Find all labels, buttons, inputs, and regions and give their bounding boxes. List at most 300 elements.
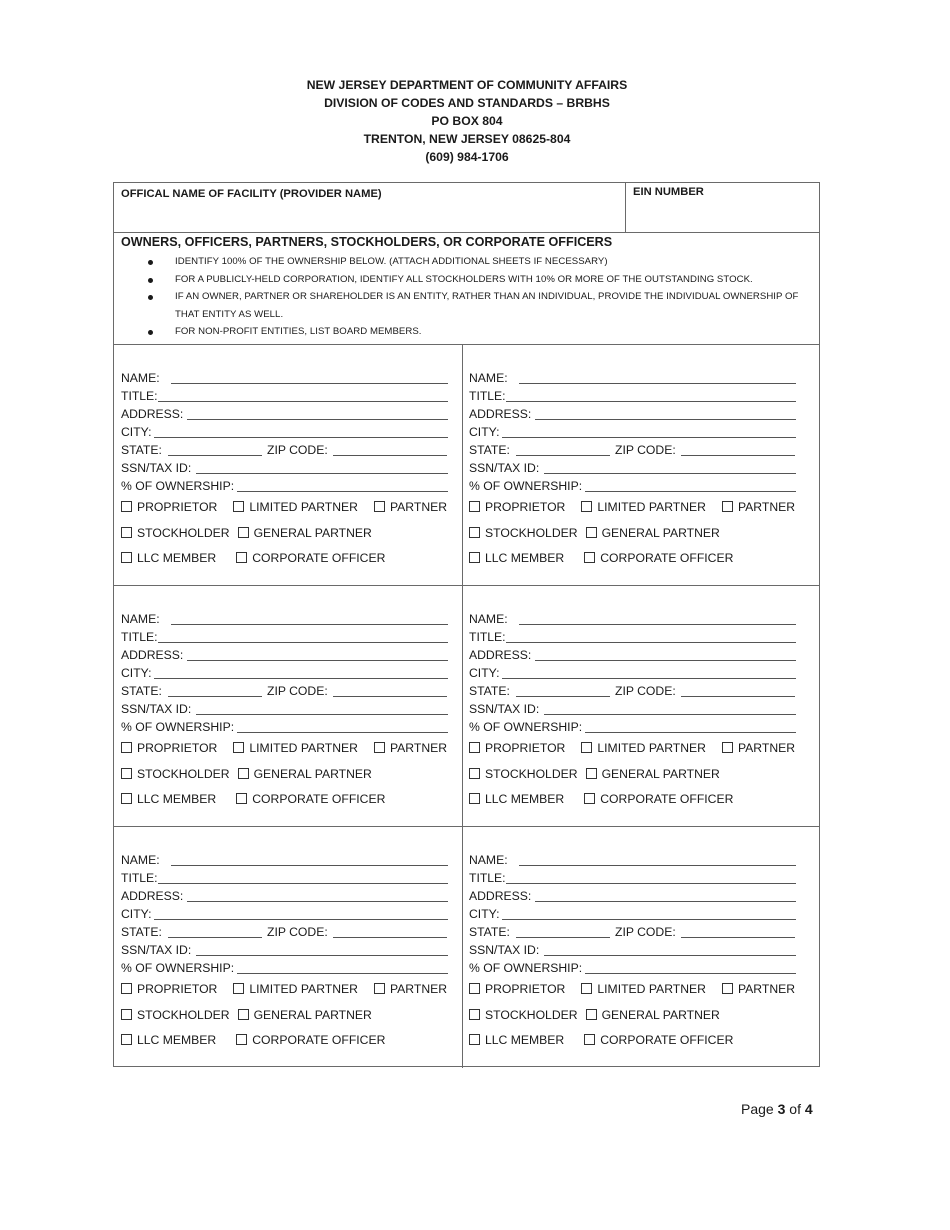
role-row — [469, 1028, 805, 1054]
ownership-field-label: % OF OWNERSHIP: — [121, 961, 235, 975]
stockholder-option[interactable] — [469, 521, 578, 547]
general-partner-checkbox[interactable] — [238, 1009, 249, 1020]
address-field-label: ADDRESS: — [469, 407, 532, 421]
stockholder-checkbox[interactable] — [121, 527, 132, 538]
limited-partner-checkbox[interactable] — [233, 742, 244, 753]
ssn-field — [121, 941, 457, 959]
corporate-officer-option[interactable] — [236, 1028, 385, 1054]
instruction-item: IF AN OWNER, PARTNER OR SHAREHOLDER IS AN ENTITY, RATHER THAN AN INDIVIDUAL, PROVIDE THE INDIVIDUAL OWNERSHIP OF THAT ENTITY AS WELL. — [121, 288, 816, 323]
corporate-officer-option[interactable] — [584, 546, 733, 572]
column-divider — [462, 344, 463, 1068]
state-zip-field — [121, 441, 457, 459]
llc-member-checkbox[interactable] — [121, 1034, 132, 1045]
proprietor-label: PROPRIETOR — [485, 500, 566, 514]
state-input[interactable] — [168, 937, 262, 938]
proprietor-checkbox[interactable] — [469, 742, 480, 753]
facility-name-label: OFFICAL NAME OF FACILITY (PROVIDER NAME) — [121, 188, 382, 200]
zip-input[interactable] — [333, 937, 447, 938]
role-row — [121, 1003, 457, 1029]
role-row — [121, 495, 457, 521]
city-field — [121, 905, 457, 923]
ownership-field-input[interactable] — [585, 491, 796, 492]
ownership-field-label: % OF OWNERSHIP: — [469, 961, 583, 975]
name-field-label: NAME: — [469, 371, 508, 385]
title-field — [469, 628, 805, 646]
title-field — [121, 628, 457, 646]
ssn-field-label: SSN/TAX ID: — [469, 702, 540, 716]
role-row — [469, 546, 805, 572]
title-field — [469, 387, 805, 405]
address-field-input[interactable] — [535, 660, 796, 661]
facility-row-border — [114, 232, 819, 233]
state-zip-field — [469, 441, 805, 459]
stockholder-checkbox[interactable] — [121, 1009, 132, 1020]
limited-partner-checkbox[interactable] — [581, 501, 592, 512]
partner-label: PARTNER — [389, 741, 448, 755]
owner-entry — [469, 610, 805, 813]
zip-label: ZIP CODE: — [615, 925, 676, 939]
ownership-field-label: % OF OWNERSHIP: — [121, 720, 235, 734]
state-label: STATE: — [121, 925, 162, 939]
limited-partner-label: LIMITED PARTNER — [249, 982, 358, 996]
llc-member-label: LLC MEMBER — [137, 551, 217, 565]
stockholder-option[interactable] — [121, 762, 230, 788]
city-field — [121, 423, 457, 441]
partner-option[interactable] — [722, 977, 795, 1003]
proprietor-label: PROPRIETOR — [485, 741, 566, 755]
ssn-field-input[interactable] — [196, 473, 448, 474]
owner-entry — [469, 369, 805, 572]
address-field-input[interactable] — [187, 419, 448, 420]
general-partner-option[interactable] — [238, 521, 372, 547]
general-partner-checkbox[interactable] — [238, 527, 249, 538]
ssn-field-input[interactable] — [544, 714, 796, 715]
role-row — [469, 521, 805, 547]
limited-partner-label: LIMITED PARTNER — [597, 741, 706, 755]
name-field-input[interactable] — [519, 624, 796, 625]
title-field-label: TITLE: — [121, 630, 158, 644]
limited-partner-option[interactable] — [233, 736, 358, 762]
row-divider — [114, 826, 819, 827]
address-field-label: ADDRESS: — [469, 889, 532, 903]
zip-label: ZIP CODE: — [267, 925, 328, 939]
ssn-field-input[interactable] — [544, 955, 796, 956]
city-field-input[interactable] — [154, 919, 448, 920]
header-city: TRENTON, NEW JERSEY 08625-804 — [363, 132, 571, 146]
proprietor-option[interactable] — [121, 977, 217, 1003]
role-row — [121, 546, 457, 572]
city-field-input[interactable] — [502, 919, 796, 920]
zip-label: ZIP CODE: — [267, 443, 328, 457]
limited-partner-option[interactable] — [233, 495, 358, 521]
page-current: 3 — [777, 1101, 786, 1117]
ssn-field — [469, 941, 805, 959]
llc-member-option[interactable] — [121, 546, 216, 572]
llc-member-label: LLC MEMBER — [485, 792, 565, 806]
zip-input[interactable] — [681, 696, 795, 697]
city-field-label: CITY: — [121, 666, 152, 680]
proprietor-checkbox[interactable] — [121, 983, 132, 994]
header-phone: (609) 984-1706 — [425, 150, 509, 164]
page-number — [741, 1101, 813, 1117]
ssn-field-label: SSN/TAX ID: — [121, 943, 192, 957]
facility-divider — [625, 183, 626, 232]
ssn-field-input[interactable] — [544, 473, 796, 474]
ssn-field-input[interactable] — [196, 955, 448, 956]
partner-label: PARTNER — [737, 982, 796, 996]
proprietor-label: PROPRIETOR — [137, 982, 218, 996]
name-field-label: NAME: — [121, 371, 160, 385]
corporate-officer-checkbox[interactable] — [584, 1034, 595, 1045]
llc-member-option[interactable] — [121, 787, 216, 813]
limited-partner-option[interactable] — [233, 977, 358, 1003]
state-input[interactable] — [168, 455, 262, 456]
instruction-item: FOR NON-PROFIT ENTITIES, LIST BOARD MEMBERS. — [121, 323, 816, 341]
llc-member-checkbox[interactable] — [469, 552, 480, 563]
general-partner-option[interactable] — [238, 762, 372, 788]
llc-member-label: LLC MEMBER — [485, 551, 565, 565]
general-partner-checkbox[interactable] — [586, 1009, 597, 1020]
state-zip-field — [469, 923, 805, 941]
title-field-input[interactable] — [158, 883, 448, 884]
address-field-input[interactable] — [535, 419, 796, 420]
name-field — [121, 851, 457, 869]
state-input[interactable] — [516, 696, 610, 697]
corporate-officer-checkbox[interactable] — [236, 552, 247, 563]
partner-label: PARTNER — [389, 500, 448, 514]
name-field — [121, 610, 457, 628]
header-po-box: PO BOX 804 — [431, 114, 503, 128]
title-field-label: TITLE: — [469, 871, 506, 885]
ssn-field-label: SSN/TAX ID: — [121, 461, 192, 475]
city-field — [469, 423, 805, 441]
corporate-officer-label: CORPORATE OFFICER — [252, 1033, 386, 1047]
state-label: STATE: — [121, 684, 162, 698]
partner-checkbox[interactable] — [722, 983, 733, 994]
proprietor-label: PROPRIETOR — [137, 500, 218, 514]
general-partner-checkbox[interactable] — [586, 527, 597, 538]
corporate-officer-option[interactable] — [584, 1028, 733, 1054]
ownership-field — [469, 959, 805, 977]
limited-partner-option[interactable] — [581, 736, 706, 762]
city-field-input[interactable] — [502, 678, 796, 679]
stockholder-option[interactable] — [469, 1003, 578, 1029]
role-row — [469, 736, 805, 762]
ssn-field-label: SSN/TAX ID: — [469, 461, 540, 475]
owner-entry — [469, 851, 805, 1054]
state-label: STATE: — [469, 925, 510, 939]
corporate-officer-checkbox[interactable] — [584, 552, 595, 563]
corporate-officer-checkbox[interactable] — [236, 793, 247, 804]
stockholder-option[interactable] — [121, 521, 230, 547]
state-input[interactable] — [516, 937, 610, 938]
page-of: of — [789, 1101, 801, 1117]
city-field — [469, 905, 805, 923]
name-field — [121, 369, 457, 387]
llc-member-label: LLC MEMBER — [137, 792, 217, 806]
partner-option[interactable] — [722, 495, 795, 521]
corporate-officer-option[interactable] — [236, 787, 385, 813]
corporate-officer-label: CORPORATE OFFICER — [252, 792, 386, 806]
stockholder-option[interactable] — [121, 1003, 230, 1029]
ssn-field-label: SSN/TAX ID: — [121, 702, 192, 716]
state-label: STATE: — [469, 443, 510, 457]
stockholder-label: STOCKHOLDER — [137, 1007, 230, 1022]
stockholder-checkbox[interactable] — [121, 768, 132, 779]
llc-member-checkbox[interactable] — [469, 1034, 480, 1045]
city-field-input[interactable] — [502, 437, 796, 438]
zip-label: ZIP CODE: — [267, 684, 328, 698]
name-field-label: NAME: — [121, 612, 160, 626]
general-partner-label: GENERAL PARTNER — [253, 766, 372, 781]
name-field — [469, 610, 805, 628]
title-field-label: TITLE: — [469, 630, 506, 644]
name-field-input[interactable] — [519, 865, 796, 866]
corporate-officer-checkbox[interactable] — [236, 1034, 247, 1045]
proprietor-checkbox[interactable] — [469, 501, 480, 512]
city-field — [469, 664, 805, 682]
llc-member-option[interactable] — [469, 1028, 564, 1054]
ssn-field — [121, 459, 457, 477]
llc-member-option[interactable] — [469, 546, 564, 572]
title-field-input[interactable] — [158, 401, 448, 402]
general-partner-label: GENERAL PARTNER — [601, 525, 720, 540]
owners-instructions — [121, 235, 816, 341]
role-row — [121, 1028, 457, 1054]
role-row — [121, 521, 457, 547]
partner-checkbox[interactable] — [374, 983, 385, 994]
stockholder-checkbox[interactable] — [469, 1009, 480, 1020]
address-field-input[interactable] — [187, 660, 448, 661]
proprietor-label: PROPRIETOR — [485, 982, 566, 996]
name-field — [469, 851, 805, 869]
state-label: STATE: — [121, 443, 162, 457]
general-partner-option[interactable] — [586, 762, 720, 788]
page-prefix: Page — [741, 1101, 774, 1117]
general-partner-option[interactable] — [586, 521, 720, 547]
llc-member-option[interactable] — [469, 787, 564, 813]
ownership-field-label: % OF OWNERSHIP: — [121, 479, 235, 493]
limited-partner-checkbox[interactable] — [581, 742, 592, 753]
ownership-field-label: % OF OWNERSHIP: — [469, 720, 583, 734]
title-field-input[interactable] — [506, 401, 796, 402]
state-input[interactable] — [168, 696, 262, 697]
role-row — [121, 736, 457, 762]
state-label: STATE: — [469, 684, 510, 698]
stockholder-option[interactable] — [469, 762, 578, 788]
ownership-field — [469, 718, 805, 736]
role-row — [121, 787, 457, 813]
ownership-field-input[interactable] — [585, 973, 796, 974]
general-partner-label: GENERAL PARTNER — [601, 1007, 720, 1022]
ownership-field-input[interactable] — [237, 732, 448, 733]
llc-member-checkbox[interactable] — [469, 793, 480, 804]
owner-entry — [121, 610, 457, 813]
title-field-label: TITLE: — [121, 389, 158, 403]
zip-input[interactable] — [681, 455, 795, 456]
name-field-input[interactable] — [171, 865, 448, 866]
city-field-label: CITY: — [121, 907, 152, 921]
llc-member-checkbox[interactable] — [121, 793, 132, 804]
corporate-officer-option[interactable] — [584, 787, 733, 813]
zip-input[interactable] — [333, 696, 447, 697]
ssn-field-input[interactable] — [196, 714, 448, 715]
owners-heading: OWNERS, OFFICERS, PARTNERS, STOCKHOLDERS, OR CORPORATE OFFICERS — [121, 235, 613, 249]
limited-partner-checkbox[interactable] — [233, 501, 244, 512]
city-field — [121, 664, 457, 682]
city-field-input[interactable] — [154, 437, 448, 438]
proprietor-option[interactable] — [469, 495, 565, 521]
ssn-field-label: SSN/TAX ID: — [469, 943, 540, 957]
address-field-label: ADDRESS: — [121, 889, 184, 903]
proprietor-checkbox[interactable] — [121, 501, 132, 512]
address-field — [121, 887, 457, 905]
ownership-form — [113, 182, 820, 1067]
ssn-field — [121, 700, 457, 718]
proprietor-option[interactable] — [121, 495, 217, 521]
role-row — [121, 762, 457, 788]
proprietor-option[interactable] — [469, 736, 565, 762]
instruction-item: IDENTIFY 100% OF THE OWNERSHIP BELOW. (ATTACH ADDITIONAL SHEETS IF NECESSARY) — [121, 253, 816, 271]
partner-option[interactable] — [374, 495, 447, 521]
partner-checkbox[interactable] — [722, 501, 733, 512]
title-field — [121, 387, 457, 405]
address-field-label: ADDRESS: — [121, 407, 184, 421]
address-field-label: ADDRESS: — [469, 648, 532, 662]
ein-number-label: EIN NUMBER — [633, 186, 704, 198]
owner-entry — [121, 369, 457, 572]
corporate-officer-label: CORPORATE OFFICER — [600, 1033, 734, 1047]
zip-label: ZIP CODE: — [615, 443, 676, 457]
llc-member-checkbox[interactable] — [121, 552, 132, 563]
role-row — [121, 977, 457, 1003]
instruction-item: FOR A PUBLICLY-HELD CORPORATION, IDENTIFY ALL STOCKHOLDERS WITH 10% OR MORE OF THE OUTSTANDING STOCK. — [121, 271, 816, 289]
partner-checkbox[interactable] — [374, 742, 385, 753]
header-division: DIVISION OF CODES AND STANDARDS – BRBHS — [324, 96, 610, 110]
stockholder-label: STOCKHOLDER — [485, 766, 578, 781]
role-row — [469, 787, 805, 813]
role-row — [469, 977, 805, 1003]
state-zip-field — [121, 682, 457, 700]
role-row — [469, 495, 805, 521]
address-field — [469, 646, 805, 664]
header-department: NEW JERSEY DEPARTMENT OF COMMUNITY AFFAIRS — [306, 78, 628, 92]
partner-label: PARTNER — [389, 982, 448, 996]
general-partner-label: GENERAL PARTNER — [253, 525, 372, 540]
limited-partner-label: LIMITED PARTNER — [597, 500, 706, 514]
stockholder-label: STOCKHOLDER — [137, 525, 230, 540]
document-header — [0, 76, 934, 166]
partner-label: PARTNER — [737, 500, 796, 514]
title-field-input[interactable] — [158, 642, 448, 643]
limited-partner-option[interactable] — [581, 495, 706, 521]
llc-member-option[interactable] — [121, 1028, 216, 1054]
zip-input[interactable] — [681, 937, 795, 938]
partner-option[interactable] — [722, 736, 795, 762]
ownership-field-label: % OF OWNERSHIP: — [469, 479, 583, 493]
ownership-field — [121, 718, 457, 736]
name-field-input[interactable] — [171, 624, 448, 625]
zip-input[interactable] — [333, 455, 447, 456]
limited-partner-label: LIMITED PARTNER — [597, 982, 706, 996]
corporate-officer-label: CORPORATE OFFICER — [252, 551, 386, 565]
city-field-label: CITY: — [121, 425, 152, 439]
limited-partner-option[interactable] — [581, 977, 706, 1003]
llc-member-label: LLC MEMBER — [485, 1033, 565, 1047]
zip-label: ZIP CODE: — [615, 684, 676, 698]
address-field — [469, 887, 805, 905]
ownership-field — [469, 477, 805, 495]
general-partner-option[interactable] — [238, 1003, 372, 1029]
name-field-input[interactable] — [519, 383, 796, 384]
owner-entry — [121, 851, 457, 1054]
name-field — [469, 369, 805, 387]
stockholder-label: STOCKHOLDER — [137, 766, 230, 781]
general-partner-option[interactable] — [586, 1003, 720, 1029]
role-row — [469, 1003, 805, 1029]
city-field-label: CITY: — [469, 666, 500, 680]
proprietor-option[interactable] — [121, 736, 217, 762]
stockholder-checkbox[interactable] — [469, 527, 480, 538]
limited-partner-checkbox[interactable] — [233, 983, 244, 994]
name-field-input[interactable] — [171, 383, 448, 384]
partner-option[interactable] — [374, 736, 447, 762]
partner-checkbox[interactable] — [722, 742, 733, 753]
limited-partner-label: LIMITED PARTNER — [249, 500, 358, 514]
title-field-label: TITLE: — [469, 389, 506, 403]
corporate-officer-option[interactable] — [236, 546, 385, 572]
corporate-officer-label: CORPORATE OFFICER — [600, 792, 734, 806]
stockholder-label: STOCKHOLDER — [485, 525, 578, 540]
name-field-label: NAME: — [121, 853, 160, 867]
ownership-field-input[interactable] — [237, 973, 448, 974]
ownership-field — [121, 477, 457, 495]
address-field-input[interactable] — [187, 901, 448, 902]
ownership-field-input[interactable] — [585, 732, 796, 733]
title-field-input[interactable] — [506, 642, 796, 643]
ssn-field — [469, 700, 805, 718]
proprietor-label: PROPRIETOR — [137, 741, 218, 755]
title-field-label: TITLE: — [121, 871, 158, 885]
stockholder-checkbox[interactable] — [469, 768, 480, 779]
ownership-field — [121, 959, 457, 977]
proprietor-checkbox[interactable] — [469, 983, 480, 994]
address-field-input[interactable] — [535, 901, 796, 902]
title-field — [469, 869, 805, 887]
partner-checkbox[interactable] — [374, 501, 385, 512]
partner-label: PARTNER — [737, 741, 796, 755]
corporate-officer-checkbox[interactable] — [584, 793, 595, 804]
partner-option[interactable] — [374, 977, 447, 1003]
city-field-input[interactable] — [154, 678, 448, 679]
ownership-field-input[interactable] — [237, 491, 448, 492]
general-partner-checkbox[interactable] — [586, 768, 597, 779]
proprietor-option[interactable] — [469, 977, 565, 1003]
row-divider — [114, 585, 819, 586]
title-field — [121, 869, 457, 887]
proprietor-checkbox[interactable] — [121, 742, 132, 753]
address-field — [469, 405, 805, 423]
stockholder-label: STOCKHOLDER — [485, 1007, 578, 1022]
general-partner-checkbox[interactable] — [238, 768, 249, 779]
role-row — [469, 762, 805, 788]
general-partner-label: GENERAL PARTNER — [601, 766, 720, 781]
name-field-label: NAME: — [469, 853, 508, 867]
address-field — [121, 405, 457, 423]
title-field-input[interactable] — [506, 883, 796, 884]
limited-partner-checkbox[interactable] — [581, 983, 592, 994]
state-input[interactable] — [516, 455, 610, 456]
